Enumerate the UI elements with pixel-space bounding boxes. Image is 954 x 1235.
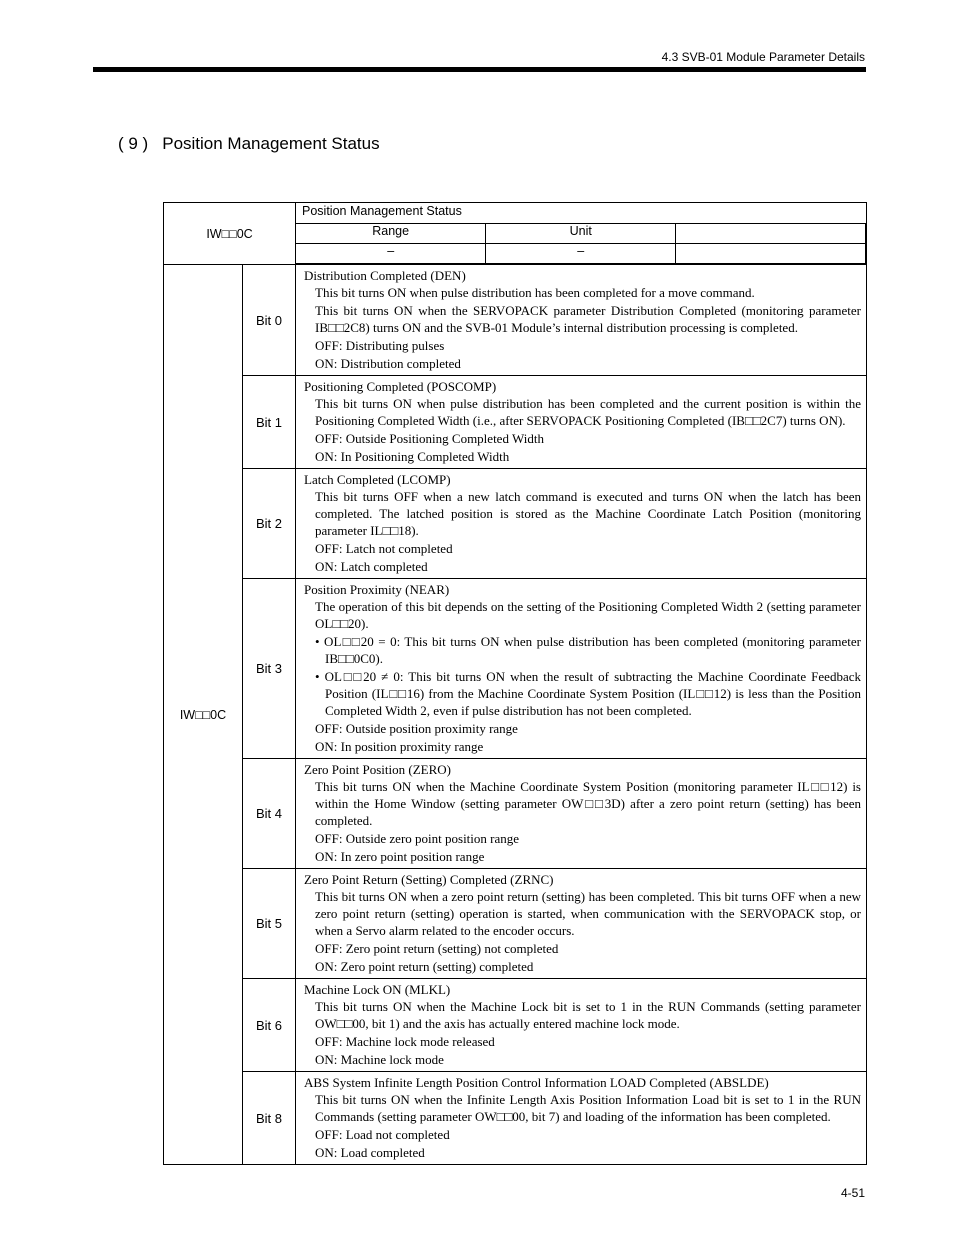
bit-number: Bit 2: [243, 469, 296, 579]
bit-paragraph: This bit turns OFF when a new latch command is executed and turns ON when the latch has been completed. The latched position is stored as the Machine Coordinate Latch Position (monitoring parameter IL□□18).: [315, 489, 861, 538]
bit-description-cell: [296, 469, 867, 579]
bit-paragraph: This bit turns ON when pulse distribution has been completed and the current position is within the Positioning Completed Width (i.e., after SERVOPACK Positioning Completed (IB□□2C7) turns ON).: [315, 396, 861, 428]
table-row: [164, 759, 867, 869]
bit-paragraph: OFF: Distributing pulses: [315, 338, 445, 353]
parameter-name: Position Management Status: [302, 204, 462, 218]
bit-paragraph: This bit turns ON when a zero point return (setting) has been completed. This bit turns OFF when a new zero point return (setting) operation is started, when communication with the SERVOPACK stop, or when a Servo alarm related to the encoder occurs.: [315, 889, 861, 938]
table-row: [164, 376, 867, 469]
bit-paragraph: OFF: Machine lock mode released: [315, 1034, 495, 1049]
bit-title: Position Proximity (NEAR): [304, 582, 450, 597]
bit-description-cell: [296, 759, 867, 869]
range-unit-table: [296, 223, 866, 264]
bit-number: Bit 6: [243, 979, 296, 1072]
table-row: [164, 469, 867, 579]
register-side-label: IW□□0C: [164, 265, 243, 1165]
table-row: [164, 979, 867, 1072]
bit-paragraph: The operation of this bit depends on the setting of the Positioning Completed Width 2 (setting parameter OL□□20).: [315, 599, 861, 631]
bit-paragraph: OFF: Latch not completed: [315, 541, 453, 556]
bit-number: Bit 3: [243, 579, 296, 759]
bit-paragraph: This bit turns ON when pulse distribution has been completed for a move command.: [315, 285, 755, 300]
bit-paragraph: ON: Distribution completed: [315, 356, 461, 371]
bit-paragraph: ON: Machine lock mode: [315, 1052, 444, 1067]
bit-bullet: • OL□□20 ≠ 0: This bit turns ON when the result of subtracting the Machine Coordinate Feedback Position (IL□□16) from the Machine Coordinate System Position (IL□□12) is less than the Position Completed Width 2, even if pulse distribution has not been completed.: [315, 669, 861, 718]
unit-value: –: [486, 244, 676, 264]
blank-cell: [676, 224, 866, 244]
bit-paragraph: This bit turns ON when the Infinite Length Axis Position Information Load bit is set to 1 in the RUN Commands (setting parameter OW□□00, bit 7) and loading of the information has been completed.: [315, 1092, 861, 1124]
bit-paragraph: OFF: Zero point return (setting) not completed: [315, 941, 559, 956]
bit-paragraph: ON: In position proximity range: [315, 739, 484, 754]
bit-title: ABS System Infinite Length Position Control Information LOAD Completed (ABSLDE): [304, 1075, 769, 1090]
bit-paragraph: ON: Zero point return (setting) completed: [315, 959, 534, 974]
table-row: [164, 579, 867, 759]
bit-title: Zero Point Return (Setting) Completed (ZRNC): [304, 872, 554, 887]
parameter-table: [163, 202, 867, 1165]
table-row: [164, 265, 867, 376]
bit-paragraph: OFF: Outside Positioning Completed Width: [315, 431, 544, 446]
bit-title: Zero Point Position (ZERO): [304, 762, 451, 777]
bit-paragraph: OFF: Outside position proximity range: [315, 721, 518, 736]
register-cell: IW□□0C: [164, 203, 296, 265]
bit-number: Bit 5: [243, 869, 296, 979]
bit-paragraph: This bit turns ON when the Machine Coordinate System Position (monitoring parameter IL□□12) is within the Home Window (setting parameter OW□□3D) after a zero point return (setting) has been completed.: [315, 779, 861, 828]
bit-title: Latch Completed (LCOMP): [304, 472, 451, 487]
bit-title: Machine Lock ON (MLKL): [304, 982, 451, 997]
bit-description-cell: [296, 979, 867, 1072]
header-info-cell: [296, 203, 867, 265]
bit-description-cell: [296, 1072, 867, 1165]
bit-description-cell: [296, 869, 867, 979]
range-label: Range: [296, 224, 486, 244]
bit-paragraph: This bit turns ON when the SERVOPACK parameter Distribution Completed (monitoring parameter IB□□2C8) turns ON and the SVB-01 Module’s internal distribution processing is completed.: [315, 303, 861, 335]
bit-title: Distribution Completed (DEN): [304, 268, 466, 283]
blank-cell: [676, 244, 866, 264]
table-row: [164, 1072, 867, 1165]
bit-paragraph: OFF: Outside zero point position range: [315, 831, 520, 846]
bit-paragraph: This bit turns ON when the Machine Lock bit is set to 1 in the RUN Commands (setting parameter OW□□00, bit 1) and the axis has actually entered machine lock mode.: [315, 999, 861, 1031]
unit-label: Unit: [486, 224, 676, 244]
bit-paragraph: OFF: Load not completed: [315, 1127, 450, 1142]
bit-paragraph: ON: In zero point position range: [315, 849, 485, 864]
header-rule: [93, 67, 866, 72]
running-header: 4.3 SVB-01 Module Parameter Details: [661, 50, 865, 64]
section-number: ( 9 ): [118, 134, 149, 153]
section-heading: [118, 134, 380, 154]
bit-paragraph: ON: In Positioning Completed Width: [315, 449, 510, 464]
bit-number: Bit 1: [243, 376, 296, 469]
bit-paragraph: ON: Latch completed: [315, 559, 428, 574]
bit-bullet: • OL□□20 = 0: This bit turns ON when pulse distribution has been completed (monitoring parameter IB□□0C0).: [315, 634, 861, 666]
page-number: 4-51: [840, 1186, 865, 1200]
bit-description-cell: [296, 579, 867, 759]
range-value: –: [296, 244, 486, 264]
bit-number: Bit 0: [243, 265, 296, 376]
bit-title: Positioning Completed (POSCOMP): [304, 379, 497, 394]
bit-paragraph: ON: Load completed: [315, 1145, 425, 1160]
bit-description-cell: [296, 265, 867, 376]
section-title: Position Management Status: [162, 134, 380, 153]
bit-number: Bit 8: [243, 1072, 296, 1165]
table-row: [164, 869, 867, 979]
bit-description-cell: [296, 376, 867, 469]
bit-number: Bit 4: [243, 759, 296, 869]
